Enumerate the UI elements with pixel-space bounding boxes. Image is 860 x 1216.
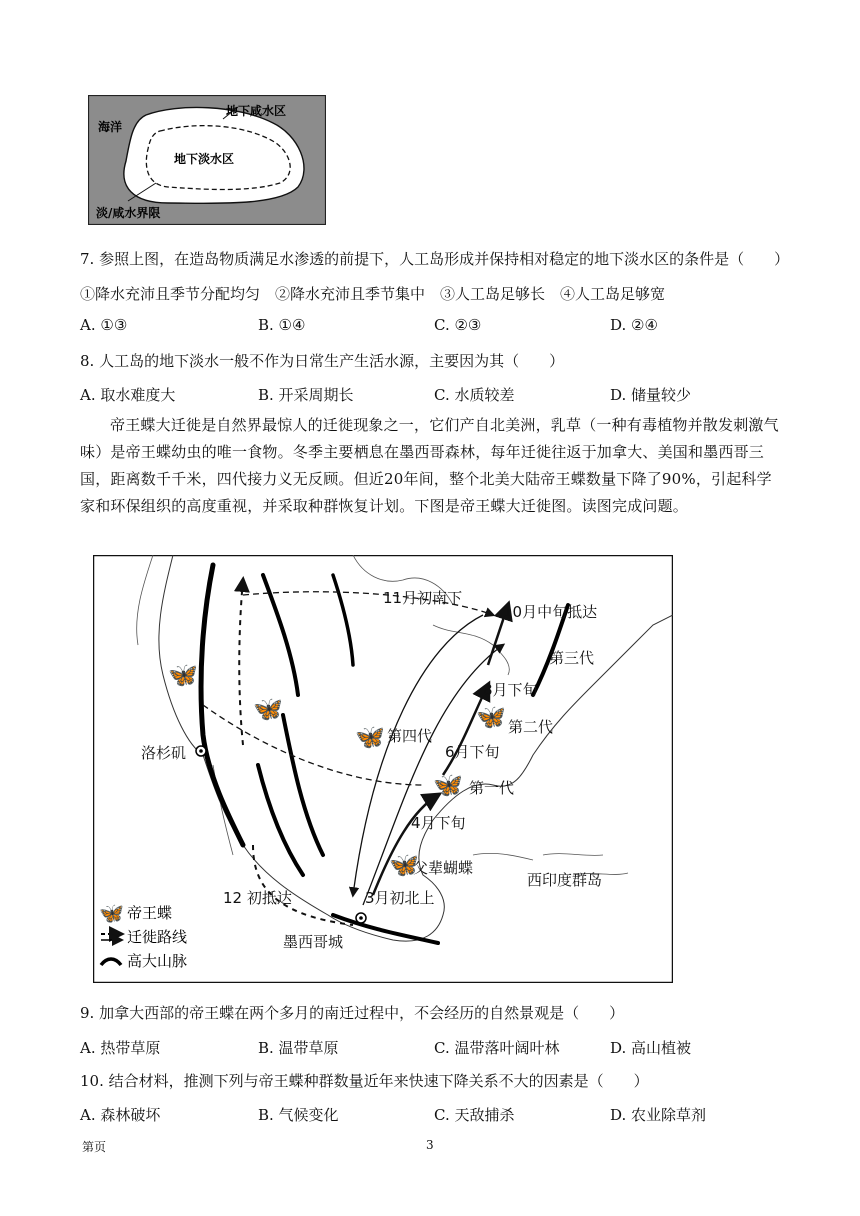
legend-mountain-label: 高大山脉	[127, 952, 188, 970]
parents-label: 父辈蝴蝶	[413, 859, 474, 877]
q8-option-c[interactable]: C. 水质较差	[434, 386, 515, 404]
q9-option-d[interactable]: D. 高山植被	[610, 1039, 692, 1057]
fresh-zone-label: 地下淡水区	[174, 152, 235, 166]
legend-butterfly-label: 帝王蝶	[127, 904, 173, 922]
footer-page-label: 第页	[82, 1140, 107, 1154]
apr-label: 4月下旬	[411, 814, 466, 832]
q10-option-c[interactable]: C. 天敌捕杀	[434, 1106, 515, 1124]
q10-option-b[interactable]: B. 气候变化	[258, 1106, 339, 1124]
q8-stem: 8. 人工岛的地下淡水一般不作为日常生产生活水源，主要因为其（ ）	[80, 352, 565, 370]
q9-option-c[interactable]: C. 温带落叶阔叶林	[434, 1039, 560, 1057]
q7-option-d[interactable]: D. ②④	[610, 316, 658, 334]
saline-zone-label: 地下咸水区	[226, 104, 287, 118]
q9-option-b[interactable]: B. 温带草原	[258, 1039, 339, 1057]
q8-option-d[interactable]: D. 储量较少	[610, 386, 692, 404]
legend-butterfly-icon: 🦋	[99, 901, 124, 925]
first-gen-label: 第一代	[469, 779, 515, 797]
butterfly-icon: 🦋	[168, 661, 198, 689]
page-number: 3	[426, 1138, 434, 1152]
third-gen-label: 第三代	[549, 649, 595, 667]
q8-option-a[interactable]: A. 取水难度大	[80, 386, 176, 404]
q8-option-b[interactable]: B. 开采周期长	[258, 386, 354, 404]
fourth-gen-label: 第四代	[387, 727, 433, 745]
monarch-migration-map	[93, 555, 673, 983]
mar-label: 3月初北上	[365, 889, 435, 907]
west-indies-label: 西印度群岛	[527, 871, 603, 889]
butterfly-icon: 🦋	[355, 723, 385, 751]
nov-label: 11月初南下	[383, 589, 463, 607]
second-gen-label: 第二代	[508, 718, 554, 736]
q7-choices: ①降水充沛且季节分配均匀 ②降水充沛且季节集中 ③人工岛足够长 ④人工岛足够宽	[80, 285, 666, 303]
boundary-label: 淡/咸水界限	[96, 206, 161, 220]
butterfly-icon: 🦋	[389, 851, 419, 879]
ocean-label: 海洋	[98, 120, 123, 134]
butterfly-icon: 🦋	[476, 703, 506, 731]
aug-label: 8月下旬	[483, 681, 538, 699]
passage: 帝王蝶大迁徙是自然界最惊人的迁徙现象之一，它们产自北美洲，乳草（一种有毒植物并散发刺激气味）是帝王蝶幼虫的唯一食物。冬季主要栖息在墨西哥森林，每年迁徙往返于加拿大、美国和墨西哥三国，距离数千千米，四代接力义无反顾。但近20年间，整个北美大陆帝王蝶数量下降了90%，引起科学家和环保组织的高度重视，并采取种群恢复计划。下图是帝王蝶大迁徙图。读图完成问题。	[80, 416, 779, 515]
butterfly-icon: 🦋	[433, 771, 463, 799]
q10-option-d[interactable]: D. 农业除草剂	[610, 1106, 707, 1124]
jun-label: 6月下旬	[445, 743, 500, 761]
island-groundwater-figure	[88, 95, 326, 225]
q9-option-a[interactable]: A. 热带草原	[80, 1039, 161, 1057]
legend-route-label: 迁徙路线	[127, 928, 188, 946]
mexico-city-label: 墨西哥城	[283, 933, 344, 951]
la-label: 洛杉矶	[141, 744, 187, 762]
q10-option-a[interactable]: A. 森林破坏	[80, 1106, 161, 1124]
q7-option-b[interactable]: B. ①④	[258, 316, 306, 334]
q10-stem: 10. 结合材料，推测下列与帝王蝶种群数量近年来快速下降关系不大的因素是（ ）	[80, 1072, 649, 1090]
dec-label: 12 初抵达	[223, 889, 292, 907]
butterfly-icon: 🦋	[253, 695, 283, 723]
q7-stem: 7. 参照上图，在造岛物质满足水渗透的前提下，人工岛形成并保持相对稳定的地下淡水区的条件是（ ）	[80, 250, 790, 268]
oct-label: 10月中旬抵达	[503, 603, 598, 621]
q7-option-a[interactable]: A. ①③	[80, 316, 128, 334]
q7-option-c[interactable]: C. ②③	[434, 316, 482, 334]
q9-stem: 9. 加拿大西部的帝王蝶在两个多月的南迁过程中，不会经历的自然景观是（ ）	[80, 1004, 625, 1022]
